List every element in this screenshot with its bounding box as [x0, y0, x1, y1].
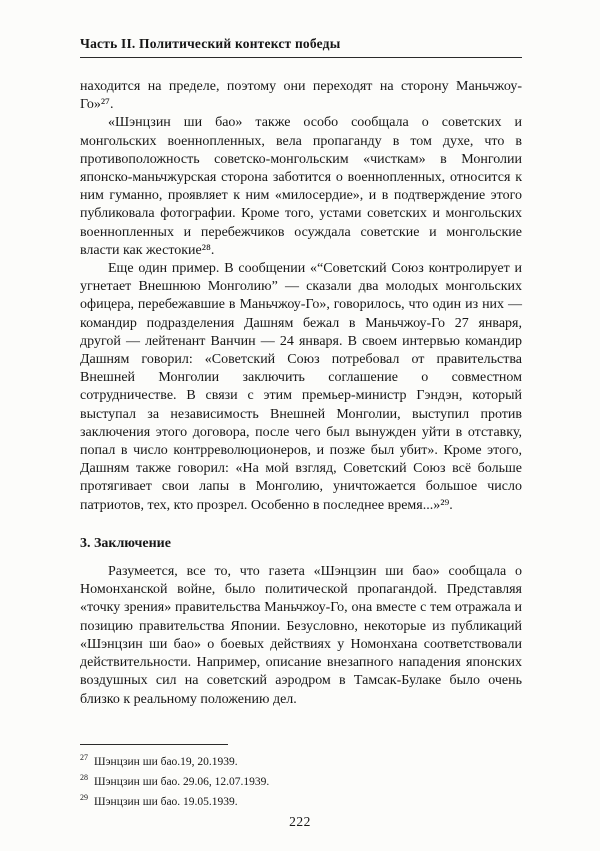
paragraph: Еще один пример. В сообщении «“Советский Союз контролирует и угнетает Внешнюю Монголию” — сказали два молодых монгольских офицера, перебежавшие в Маньчжоу-Го», говорилось, что один из них — командир подразделения Дашням бежал в Маньчжоу-Го 27 января, другой — лейтенант Ванчин — 24 января. В своем интервью командир Дашням говорил: «Советский Союз потребовал от правительства Внешней Монголии заключить соглашение о совместном сотрудничестве. В связи с этим премьер-министр Гэндэн, который выступал за независимость Внешней Монголии, выступил против заключения этого договора, после чего был вынужден уйти в отставку, попал в число контрреволюционеров, и позже был убит». Кроме этого, Дашням также говорил: «На мой взгляд, Советский Союз всё больше протягивает свои лапы в Монголию, уничтожается большое число патриотов, тех, кто прозрел. Особенно в последнее время...»²⁹.: [80, 261, 522, 513]
footnote-marker: 27: [80, 753, 88, 762]
footnote: [80, 790, 522, 810]
section-heading: 3. Заключение: [80, 535, 171, 551]
paragraph-continuation: находится на пределе, поэтому они переходят на сторону Маньчжоу-Го»²⁷.: [80, 79, 522, 113]
footnote-marker: 29: [80, 792, 88, 802]
footnote-text: Шэнцзин ши бао. 19.05.1939.: [94, 795, 238, 808]
paragraph: Разумеется, все то, что газета «Шэнцзин ши бао» сообщала о Номонханской войне, было политической пропагандой. Представляя «точку зрения» правительства Маньчжоу-Го, она вместе с тем отражала и позицию правительства Японии. Безусловно, некоторые из публикаций «Шэнцзин ши бао» о боевых действиях у Номонхана соответствовали действительности. Например, описание внезапного нападения японских воздушных сил на советский аэродром в Тамсак-Булаке было очень близко к реальному положению дел.: [80, 564, 522, 707]
footnote-text: Шэнцзин ши бао.19, 20.1939.: [94, 755, 238, 768]
page-body: [80, 78, 522, 709]
paragraph: «Шэнцзин ши бао» также особо сообщала о советских и монгольских военнопленных, вела пропаганду в том духе, что в противоположность советско-монгольским «чисткам» в Монголии японско-маньчжурская сторона заботится о военнопленных, относится к ним гуманно, проявляет к ним «милосердие», и в подтверждение этого публиковала фотографии. Кроме того, устами советских и монгольских военнопленных и перебежчиков осуждала советские и монгольские власти как жестокие²⁸.: [80, 115, 522, 258]
footnote: [80, 750, 522, 770]
footnotes-block: [80, 744, 522, 809]
page-number: 222: [289, 814, 311, 829]
running-header: Часть II. Политический контекст победы: [80, 36, 522, 58]
footnote: [80, 770, 522, 790]
footnote-marker: 28: [80, 772, 88, 782]
footnote-rule: [80, 744, 228, 745]
footnote-text: Шэнцзин ши бао. 29.06, 12.07.1939.: [94, 775, 270, 788]
